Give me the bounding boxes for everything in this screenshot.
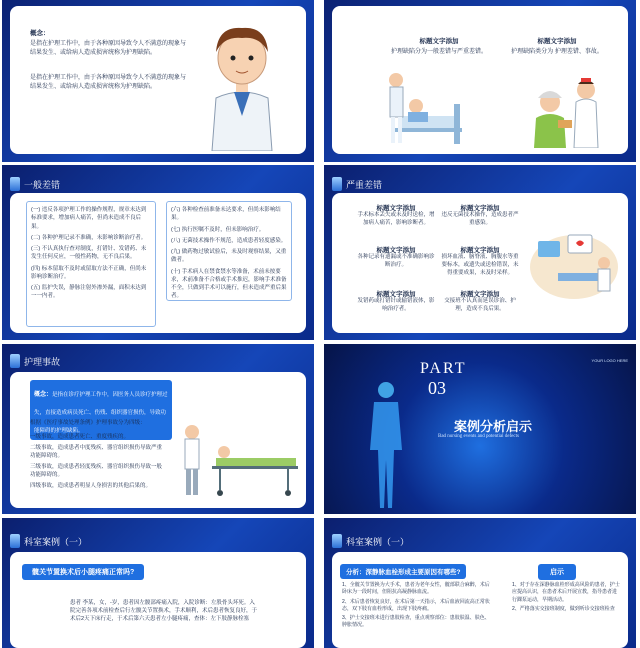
nurse-elderly-illustration xyxy=(528,76,608,148)
slide-nursing-defect-concept xyxy=(2,0,314,162)
slide-header-title: 护理事故 xyxy=(24,356,61,367)
case-question-banner: 髋关节置换术后小腿疼痛正常吗? xyxy=(22,564,144,580)
block-text: 交接班不认真而延误诊治、护理，造成不良后果。 xyxy=(444,298,516,312)
list-item: 二级事故，造成患者中度残疾、器官组织损伤导致严重功能障碍的。 xyxy=(30,444,163,459)
header-mark-icon xyxy=(332,177,342,191)
slide-header-title: 严重差错 xyxy=(346,179,383,190)
content-card xyxy=(10,193,306,333)
content-card xyxy=(332,6,628,154)
error-list-right xyxy=(166,201,292,301)
column-1-title: 标题文字添加 xyxy=(419,38,459,45)
case-body-text: 患者 李某，女，-岁，患者因左髋部疼痛入院，入院诊断：左股骨头坏死。入院完善各项术前检查后行左髋关节置换术，手术顺利，术后患者恢复良好，于术后2天下床行走，于术后第六天患者左小腿疼痛，查体：左下肢静脉栓塞 xyxy=(70,600,258,622)
block-title: 标题文字添加 xyxy=(460,291,500,298)
content-card xyxy=(10,372,306,508)
column-2-title: 标题文字添加 xyxy=(537,38,577,45)
error-block xyxy=(356,289,436,314)
list-item: 2、术后患者恢复良好，在术后第一天指示，术后血液回流高正常状态，双下肢有血栓形成，出现下肢疼痛。 xyxy=(342,598,490,612)
error-block xyxy=(356,203,436,228)
list-item: 三级事故，造成患者轻度残疾、器官组织损伤导致一般功能障碍的。 xyxy=(30,463,163,478)
slide-general-errors xyxy=(2,165,314,340)
block-text: 发错药或打错针或输错液体，影响治疗者。 xyxy=(357,298,435,312)
block-text: 手术标本丢失或未及时送检，增加病人痛苦，影响诊断者。 xyxy=(357,212,435,226)
block-title: 标题文字添加 xyxy=(376,291,416,298)
header-mark-icon xyxy=(10,177,20,191)
block-title: 标题文字添加 xyxy=(376,247,416,254)
analysis-list xyxy=(342,582,494,630)
block-text: 损坏血液、脑脊液、胸腹水等重要标本，或遗失或送检错误，未得重要成果，未及时采样。 xyxy=(441,254,519,276)
list-item: (二) 各种护理记录不准确，未影响诊断治疗者。 xyxy=(31,234,147,241)
concept-label: 概念： xyxy=(30,30,50,37)
hospital-bed-illustration xyxy=(384,68,464,150)
error-block xyxy=(440,203,520,228)
list-item: 四级事故，造成患者明显人身损害的其他后果的。 xyxy=(30,482,152,489)
slide-header xyxy=(10,354,60,368)
insight-title-banner: 启示 xyxy=(538,564,576,580)
concept-paragraph-1: 是指在护理工作中，由于各种原因导致令人不满意的现象与结果发生、或给病人造成损害统称为护理缺陷。 xyxy=(30,41,187,56)
content-card xyxy=(332,193,628,333)
concept-paragraph-2: 是指在护理工作中，由于各种原因导致令人不满意的现象与结果发生、或给病人造成损害统称为护理缺陷。 xyxy=(30,75,187,90)
concept-banner xyxy=(30,380,172,440)
human-body-icon xyxy=(364,380,408,510)
block-title: 标题文字添加 xyxy=(460,205,500,212)
accident-levels xyxy=(30,434,166,491)
content-card xyxy=(332,552,628,648)
slide-nursing-accident xyxy=(2,344,314,514)
block-text: 各种记录有遗漏或不准确影响诊断治疗。 xyxy=(357,254,435,268)
block-title: 标题文字添加 xyxy=(460,247,500,254)
slide-header-title: 科室案例（一） xyxy=(24,536,88,547)
list-item: 1、对于存在深静脉血栓形成高风险的患者，护士应提高认识，在患者术后开展宣教，指导患者进行踝泵运动，早期活动。 xyxy=(512,582,620,603)
content-card xyxy=(10,552,306,648)
slide-header xyxy=(10,534,87,548)
header-mark-icon xyxy=(332,534,342,548)
slide-defect-classification xyxy=(324,0,636,162)
part-number: 03 xyxy=(428,378,446,398)
reference-text: 根据《医疗事故处理条例》护理事故分为四级： xyxy=(30,420,146,426)
list-item: (一) 违反各项护理工作的操作规程，规章未达到标准要求，增加病人痛苦，但尚未造成不良后果。 xyxy=(31,207,147,230)
content-card xyxy=(10,6,306,154)
part-label: PART xyxy=(420,360,467,377)
medical-scene-illustration xyxy=(528,223,620,303)
slide-header xyxy=(10,177,60,191)
header-mark-icon xyxy=(10,534,20,548)
list-item: (九) 做药物过敏试验后，未及时观察结果，又重做者。 xyxy=(171,249,287,264)
slide-part-03 xyxy=(324,344,636,514)
list-item: (七) 执行医嘱不及时，但未影响治疗。 xyxy=(171,226,265,233)
column-1-text: 护理缺陷分为一般差错与严重差错。 xyxy=(390,49,487,55)
error-block xyxy=(440,245,520,278)
slide-header xyxy=(332,177,382,191)
slide-header xyxy=(332,534,409,548)
error-block xyxy=(440,289,520,314)
slide-header-title: 科室案例（一） xyxy=(346,536,410,547)
block-text: 违反无菌技术操作，造成患者严重感染。 xyxy=(441,212,519,226)
brand-logo-text: YOUR LOGO HERE xyxy=(591,358,628,363)
list-item: 3、护士交接班未进行患肢检查，重点观察部位：患肢肤温、肤色、肿胀情况。 xyxy=(342,615,490,629)
header-mark-icon xyxy=(10,354,20,368)
block-title: 标题文字添加 xyxy=(376,205,416,212)
list-item: (五) 监护失误，静脉注射外渗外漏，面积未达到一一内者。 xyxy=(31,285,147,300)
list-item: 2、严格落实交接班制度，做到听诊交接班检查 xyxy=(512,605,615,612)
column-2-text: 护理缺陷类分为 护理差错、事故。 xyxy=(511,49,603,55)
analysis-title-banner: 分析：深静脉血栓形成主要原因有哪些? xyxy=(340,564,466,579)
doctor-illustration xyxy=(194,6,290,151)
slide-case-question xyxy=(2,518,314,648)
error-list-left xyxy=(26,201,156,327)
list-item: (四) 标本留取不及时或留取方法不正确，但尚未影响诊断治疗。 xyxy=(31,265,147,280)
slide-header-title: 一般差错 xyxy=(24,179,61,190)
slide-serious-errors xyxy=(324,165,636,340)
list-item: (十) 手术病人在禁食禁水等准备，术前未按要求，术前准备不合格或手术推迟，影响手术准备不全，只做到手术可以施行，但未造成严重后果者。 xyxy=(171,268,287,300)
section-title: 案例分析启示 xyxy=(454,419,533,434)
list-item: (八) 无菌技术操作不规范，造成患者轻度感染。 xyxy=(171,237,287,244)
section-subtitle: Bad nursing events and potential defects xyxy=(438,434,519,439)
list-item: (六) 各种检查前准备未达要求，但尚未影响结果。 xyxy=(171,207,281,222)
list-item: 一级事故，造成患者死亡、重度残疾的。 xyxy=(30,434,130,440)
list-item: (三) 不认真执行查对制度，打错针、发错药、未发生任何反应，一般性药物，无不良后果。 xyxy=(31,246,147,261)
list-item: 1、全髋关节置换为大手术，患者为老年女性，髋部联合麻醉，术后卧床为一段时间，但阻抗高凝静脉血流。 xyxy=(342,582,490,596)
concept-text: 是指在诊疗护理工作中，因医务人员诊疗护理过失，直接造成病员死亡、伤残、组织器官损伤，导致功能障碍的护理缺陷。 xyxy=(34,392,168,434)
concept-label: 概念： xyxy=(34,392,53,398)
error-block xyxy=(356,245,436,270)
insight-list xyxy=(512,582,620,613)
stretcher-illustration xyxy=(176,420,300,500)
slide-case-analysis xyxy=(324,518,636,648)
